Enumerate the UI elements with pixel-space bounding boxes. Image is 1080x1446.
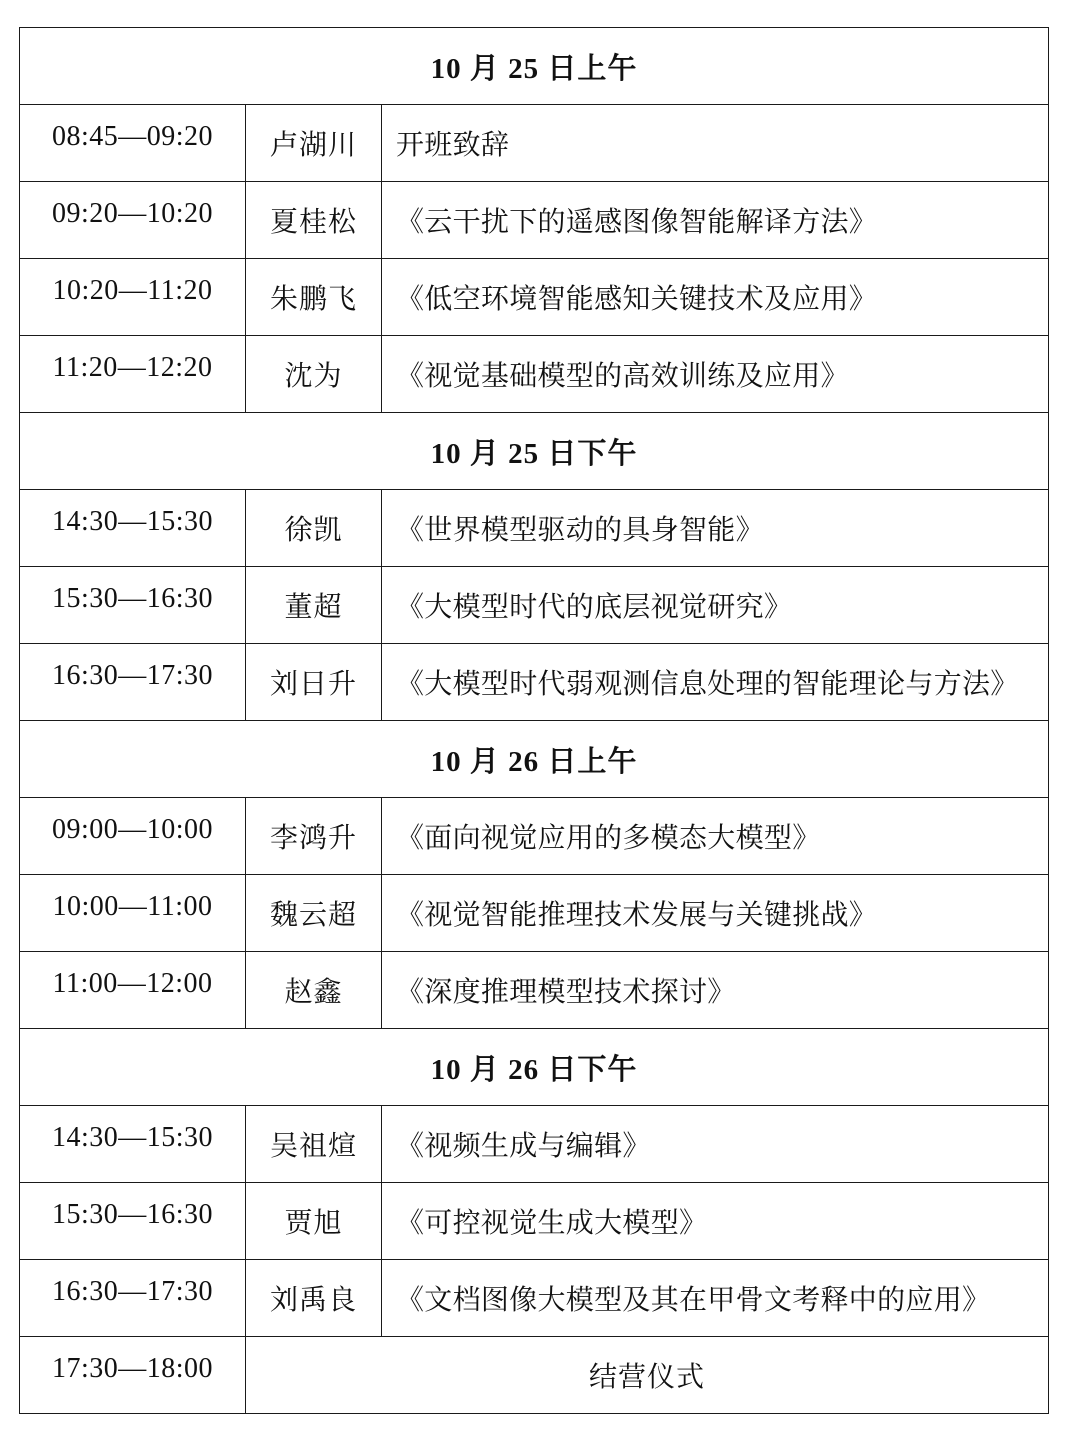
session-speaker: 夏桂松 <box>246 182 382 259</box>
session-topic: 《大模型时代弱观测信息处理的智能理论与方法》 <box>382 644 1049 721</box>
session-row <box>20 952 1049 1029</box>
session-speaker: 贾旭 <box>246 1183 382 1260</box>
session-time: 10:20—11:20 <box>20 259 246 336</box>
session-row <box>20 105 1049 182</box>
session-topic: 《视频生成与编辑》 <box>382 1106 1049 1183</box>
session-time: 14:30—15:30 <box>20 490 246 567</box>
closing-row <box>20 1337 1049 1414</box>
session-row <box>20 490 1049 567</box>
session-row <box>20 798 1049 875</box>
schedule-body <box>20 28 1049 1414</box>
session-time: 10:00—11:00 <box>20 875 246 952</box>
session-topic: 《世界模型驱动的具身智能》 <box>382 490 1049 567</box>
session-topic: 《大模型时代的底层视觉研究》 <box>382 567 1049 644</box>
schedule-table <box>19 27 1049 1414</box>
session-time: 14:30—15:30 <box>20 1106 246 1183</box>
session-row <box>20 259 1049 336</box>
session-speaker: 赵鑫 <box>246 952 382 1029</box>
session-time: 16:30—17:30 <box>20 1260 246 1337</box>
session-speaker: 徐凯 <box>246 490 382 567</box>
session-time: 15:30—16:30 <box>20 1183 246 1260</box>
session-speaker: 刘日升 <box>246 644 382 721</box>
session-topic: 《云干扰下的遥感图像智能解译方法》 <box>382 182 1049 259</box>
session-topic: 《文档图像大模型及其在甲骨文考释中的应用》 <box>382 1260 1049 1337</box>
section-title: 10 月 25 日上午 <box>20 28 1049 105</box>
session-speaker: 董超 <box>246 567 382 644</box>
section-header-row <box>20 28 1049 105</box>
session-row <box>20 875 1049 952</box>
session-row <box>20 336 1049 413</box>
session-topic: 《面向视觉应用的多模态大模型》 <box>382 798 1049 875</box>
session-speaker: 魏云超 <box>246 875 382 952</box>
session-topic: 《深度推理模型技术探讨》 <box>382 952 1049 1029</box>
session-topic: 《视觉智能推理技术发展与关键挑战》 <box>382 875 1049 952</box>
session-time: 09:20—10:20 <box>20 182 246 259</box>
session-topic: 开班致辞 <box>382 105 1049 182</box>
session-time: 16:30—17:30 <box>20 644 246 721</box>
session-topic: 《视觉基础模型的高效训练及应用》 <box>382 336 1049 413</box>
session-time: 09:00—10:00 <box>20 798 246 875</box>
section-header-row <box>20 413 1049 490</box>
closing-ceremony: 结营仪式 <box>246 1337 1049 1414</box>
session-topic: 《可控视觉生成大模型》 <box>382 1183 1049 1260</box>
session-speaker: 李鸿升 <box>246 798 382 875</box>
section-header-row <box>20 1029 1049 1106</box>
session-time: 11:00—12:00 <box>20 952 246 1029</box>
session-row <box>20 1106 1049 1183</box>
session-speaker: 吴祖煊 <box>246 1106 382 1183</box>
session-time: 08:45—09:20 <box>20 105 246 182</box>
section-title: 10 月 26 日下午 <box>20 1029 1049 1106</box>
closing-time: 17:30—18:00 <box>20 1337 246 1414</box>
session-time: 11:20—12:20 <box>20 336 246 413</box>
session-speaker: 朱鹏飞 <box>246 259 382 336</box>
session-row <box>20 182 1049 259</box>
section-title: 10 月 26 日上午 <box>20 721 1049 798</box>
session-time: 15:30—16:30 <box>20 567 246 644</box>
section-header-row <box>20 721 1049 798</box>
session-row <box>20 644 1049 721</box>
session-row <box>20 1260 1049 1337</box>
session-row <box>20 567 1049 644</box>
session-speaker: 沈为 <box>246 336 382 413</box>
section-title: 10 月 25 日下午 <box>20 413 1049 490</box>
session-topic: 《低空环境智能感知关键技术及应用》 <box>382 259 1049 336</box>
session-speaker: 刘禹良 <box>246 1260 382 1337</box>
session-row <box>20 1183 1049 1260</box>
session-speaker: 卢湖川 <box>246 105 382 182</box>
